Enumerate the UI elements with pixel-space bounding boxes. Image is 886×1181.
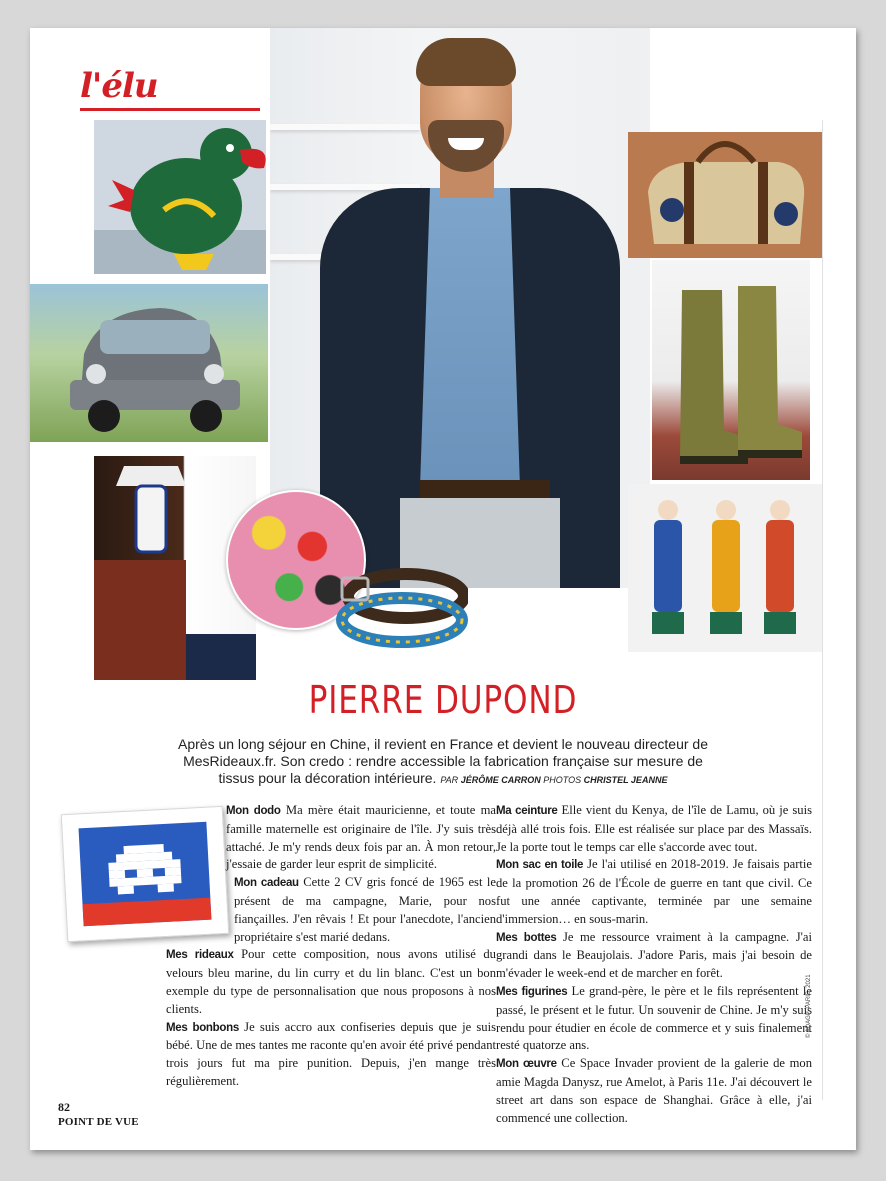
- car-illustration: [30, 284, 268, 442]
- paragraph: [496, 856, 812, 928]
- boots-illustration: [652, 260, 810, 480]
- canvas-bag-photo: [628, 132, 822, 258]
- paragraph-text: Je me ressource vraiment à la campagne. J'ai grandi dans le Beaujolais. J'adore Paris, mais j'ai besoin de m'évader le week-end et de marcher en forêt.: [496, 929, 812, 981]
- figurines-photo: [628, 484, 822, 652]
- figurines-illustration: [628, 484, 822, 652]
- section-label: l'élu: [80, 66, 158, 106]
- paragraph-lead: Mes bonbons: [166, 1021, 239, 1034]
- magazine-page: [30, 28, 856, 1150]
- byline-photographer: CHRISTEL JEANNE: [583, 775, 668, 785]
- paragraph-text: Cette 2 CV gris foncé de 1965 est le présent de ma campagne, Marie, pour nos fiançailles. J'en rêvais ! Et pour l'anecdote, l'ancien propriétaire s'est marié dedans.: [234, 875, 496, 944]
- belts-illustration: [332, 556, 468, 652]
- article-intro: [170, 736, 716, 789]
- paragraph: [234, 874, 496, 946]
- paragraph-text: Pour cette composition, nous avons utilisé du velours bleu marine, du lin curry et du lin blanc. C'est un bon exemple du type de personnalisation que nous proposons à nos clients.: [166, 947, 496, 1016]
- paragraph: [496, 983, 812, 1055]
- byline-par: PAR: [440, 775, 459, 785]
- paragraph-lead: Mon dodo: [226, 805, 281, 817]
- dodo-illustration: [94, 120, 266, 274]
- article-title: PIERRE DUPOND: [308, 678, 578, 722]
- portrait-shirt: [420, 188, 520, 488]
- article-column-left: [166, 802, 497, 1091]
- paragraph-lead: Mes bottes: [496, 931, 557, 944]
- copyright-credit: © ADAGP, PARIS, 2021: [806, 974, 812, 1038]
- paragraph-lead: Mon œuvre: [496, 1058, 557, 1071]
- column-rule: [822, 120, 823, 1100]
- magazine-name: POINT DE VUE: [58, 1116, 139, 1128]
- portrait-hair: [416, 38, 516, 86]
- boots-photo: [652, 260, 810, 480]
- paragraph: [496, 802, 812, 856]
- paragraph: [166, 1019, 496, 1091]
- paragraph-lead: Ma ceinture: [496, 805, 558, 817]
- paragraph-text: Elle vient du Kenya, de l'île de Lamu, où je suis déjà allé trois fois. Elle est réalisée sur place par des Massaïs. Je la porte tout le temps car elle s'accorde avec tout.: [496, 803, 813, 854]
- space-invader-artwork: [61, 806, 229, 942]
- paragraph-text: Je suis accro aux confiseries depuis que je suis bébé. Une de mes tantes me raconte qu'en avoir été privé pendant trois jours fut ma pire punition. Depuis, j'en mange très régulièrement.: [166, 1019, 497, 1088]
- paragraph: [496, 929, 812, 983]
- paragraph-lead: Mon cadeau: [234, 877, 299, 890]
- 2cv-car-photo: [30, 284, 268, 442]
- byline-author: JÉRÔME CARRON: [460, 775, 541, 785]
- paragraph: [166, 946, 496, 1018]
- dodo-photo: [94, 120, 266, 274]
- byline: [440, 775, 667, 785]
- paragraph-lead: Mes rideaux: [166, 949, 234, 962]
- paragraph-text: Ce Space Invader provient de la galerie de mon amie Magda Danysz, rue Amelot, à Paris 11e. J'ai découvert le street art dans son espace de Shanghai. Grâce à elle, j'ai commencé une collection.: [496, 1056, 812, 1125]
- paragraph-text: Ma mère était mauricienne, et toute ma famille maternelle est originaire de l'île. J'y suis très attaché. Je m'y rends deux fois par an. À mon retour, j'essaie de garder leur esprit de simplicité.: [226, 803, 496, 872]
- paragraph: [496, 1055, 812, 1127]
- paragraph-text: Je l'ai utilisé en 2018-2019. Je faisais partie de la promotion 26 de l'École de guerre en tant que civil. Ce fut une année captivante, terminée par une semaine d'immersion… en sous-marin.: [496, 857, 812, 926]
- bag-illustration: [628, 132, 822, 258]
- paragraph-lead: Mes figurines: [496, 985, 568, 998]
- shelf: [270, 124, 420, 130]
- section-rule: [80, 108, 260, 111]
- paragraph-text: Le grand-père, le père et le fils représentent le passé, le présent et le futur. Un souvenir de Chine. Je m'y suis rendu pour étudier en école de commerce et y suis finalement resté quatorze ans.: [496, 983, 812, 1053]
- article-column-right: [496, 802, 812, 1127]
- paragraph: [226, 802, 496, 874]
- paragraph-lead: Mon sac en toile: [496, 859, 584, 872]
- page-number: 82: [58, 1100, 70, 1114]
- intro-text: Après un long séjour en Chine, il revient en France et devient le nouveau directeur de MesRideaux.fr. Son credo : rendre accessible la fabrication française sur mesure de tissus pour la décoration intérieure.: [178, 736, 708, 786]
- space-invader-icon: [79, 822, 212, 927]
- byline-photos: PHOTOS: [543, 775, 582, 785]
- space-invader-mosaic: [79, 822, 212, 927]
- belts-photo: [332, 556, 468, 652]
- portrait-belt: [420, 480, 550, 498]
